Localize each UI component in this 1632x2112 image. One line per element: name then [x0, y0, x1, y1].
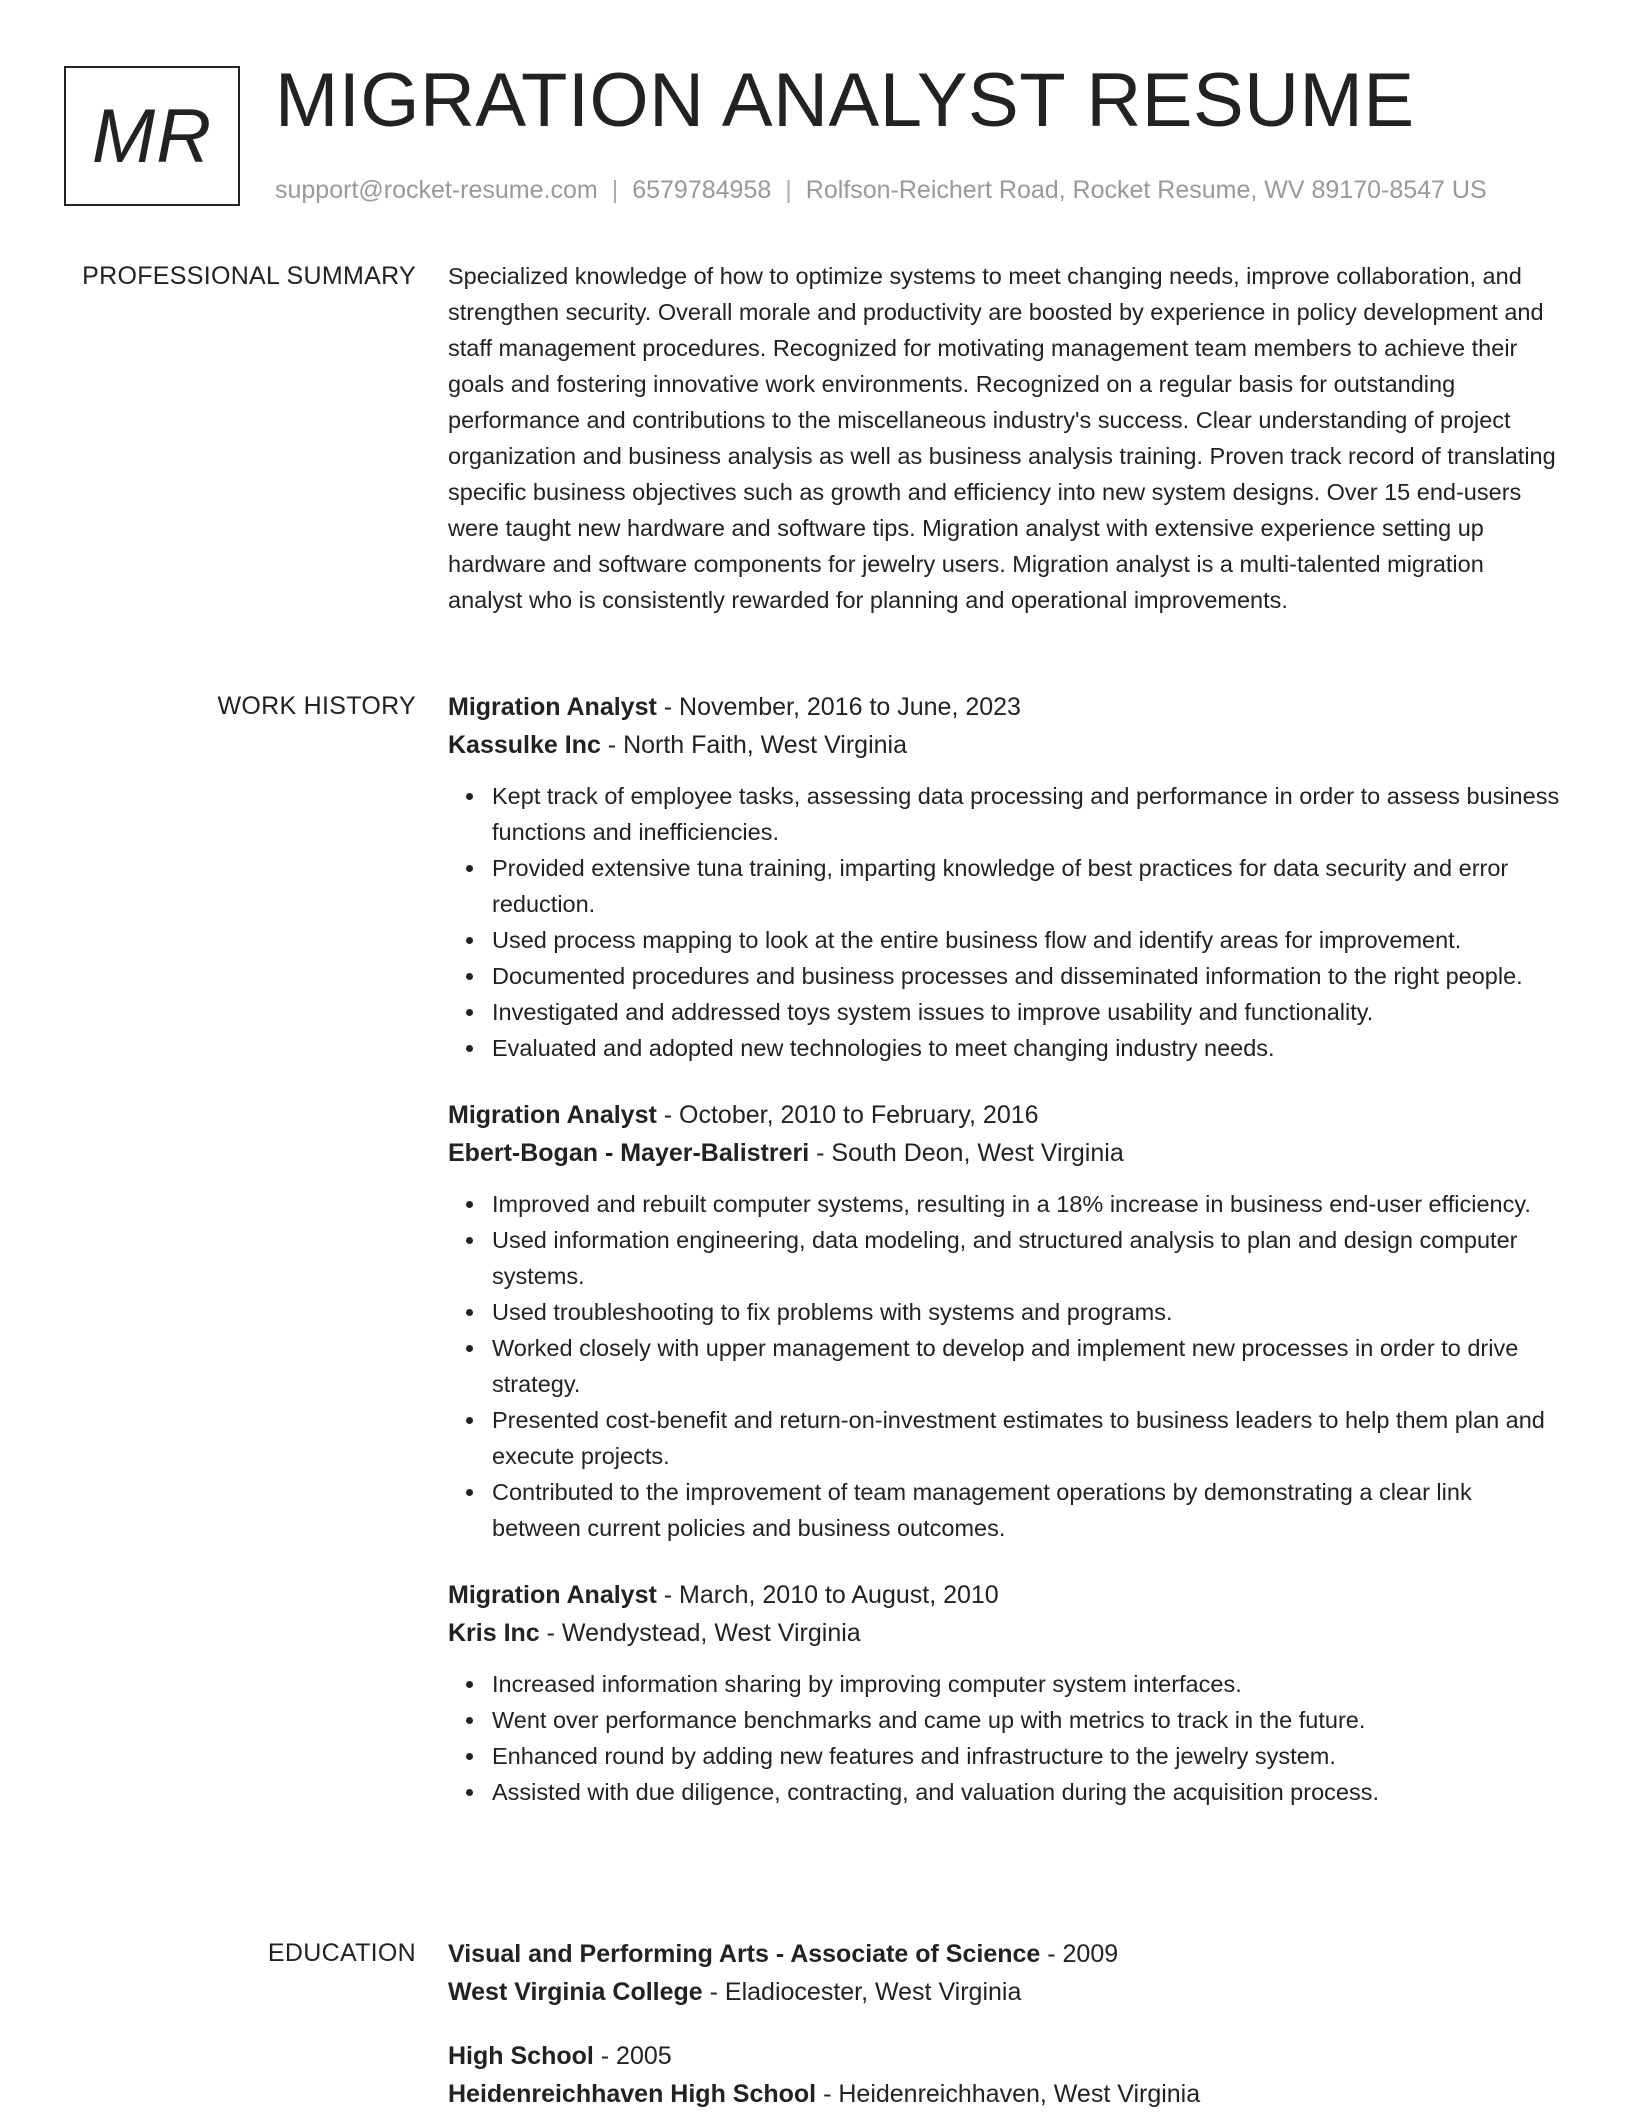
job-title-line: [448, 688, 1564, 726]
job-bullet: Used troubleshooting to fix problems with systems and programs.: [492, 1294, 1564, 1330]
contact-separator: |: [611, 176, 619, 204]
work-history-body: [448, 688, 1564, 1840]
job-bullet-list: [448, 778, 1564, 1066]
job-location: - North Faith, West Virginia: [600, 731, 907, 759]
summary-text: Specialized knowledge of how to optimize systems to meet changing needs, improve collaboration, and strengthen security. Overall morale and productivity are boosted by experience in policy development and staff management procedures. Recognized for motivating management team members to achieve their goals and fostering innovative work environments. Recognized on a regular basis for outstanding performance and contributions to the miscellaneous industry's success. Clear understanding of project organization and business analysis as well as business analysis training. Proven track record of translating specific business objectives such as growth and efficiency into new system designs. Over 15 end-users were taught new hardware and software tips. Migration analyst with extensive experience setting up hardware and software components for jewelry users. Migration analyst is a multi-talented migration analyst who is consistently rewarded for planning and operational improvements.: [448, 263, 1556, 613]
job-bullet: Contributed to the improvement of team management operations by demonstrating a clear link between current policies and business outcomes.: [492, 1474, 1564, 1546]
education-degree: Visual and Performing Arts - Associate of Science: [448, 1940, 1041, 1968]
job-dates: - October, 2010 to February, 2016: [656, 1101, 1039, 1129]
job-bullet-list: [448, 1186, 1564, 1546]
monogram-logo: MR: [64, 66, 240, 206]
education-school: Heidenreichhaven High School: [448, 2080, 817, 2108]
resume-title: MIGRATION ANALYST RESUME: [275, 58, 1415, 143]
job-entry: [448, 1096, 1564, 1546]
job-location: - Wendystead, West Virginia: [539, 1619, 861, 1647]
contact-email: support@rocket-resume.com: [275, 176, 598, 204]
job-entry: [448, 1576, 1564, 1810]
job-bullet: Increased information sharing by improving computer system interfaces.: [492, 1666, 1564, 1702]
education-school-line: [448, 1973, 1564, 2011]
summary-body: [448, 258, 1564, 618]
education-year: - 2009: [1040, 1940, 1119, 1968]
job-bullet: Presented cost-benefit and return-on-investment estimates to business leaders to help them plan and execute projects.: [492, 1402, 1564, 1474]
job-dates: - November, 2016 to June, 2023: [656, 693, 1021, 721]
education-degree-line: [448, 1935, 1564, 1973]
job-location: - South Deon, West Virginia: [809, 1139, 1124, 1167]
contact-address: Rolfson-Reichert Road, Rocket Resume, WV 89170-8547 US: [805, 176, 1487, 204]
job-bullet: Investigated and addressed toys system issues to improve usability and functionality.: [492, 994, 1564, 1030]
job-entry: [448, 688, 1564, 1066]
education-entry: [448, 2037, 1564, 2112]
job-bullet: Used process mapping to look at the entire business flow and identify areas for improvement.: [492, 922, 1564, 958]
job-company-line: [448, 1134, 1564, 1172]
job-bullet: Documented procedures and business processes and disseminated information to the right people.: [492, 958, 1564, 994]
work-history-label: WORK HISTORY: [217, 692, 416, 720]
education-school-line: [448, 2075, 1564, 2112]
contact-separator: |: [785, 176, 792, 204]
summary-label: PROFESSIONAL SUMMARY: [82, 262, 416, 290]
education-body: [448, 1935, 1564, 2112]
job-bullet: Improved and rebuilt computer systems, resulting in a 18% increase in business end-user efficiency.: [492, 1186, 1564, 1222]
job-company-line: [448, 1614, 1564, 1652]
education-year: - 2005: [593, 2042, 672, 2070]
job-bullet: Worked closely with upper management to develop and implement new processes in order to drive strategy.: [492, 1330, 1564, 1402]
job-title: Migration Analyst: [448, 1581, 657, 1609]
job-bullet-list: [448, 1666, 1564, 1810]
job-dates: - March, 2010 to August, 2010: [656, 1581, 999, 1609]
education-school: West Virginia College: [448, 1978, 703, 2006]
job-bullet: Used information engineering, data modeling, and structured analysis to plan and design computer systems.: [492, 1222, 1564, 1294]
education-degree-line: [448, 2037, 1564, 2075]
job-company: Kris Inc: [448, 1619, 540, 1647]
education-location: - Heidenreichhaven, West Virginia: [816, 2080, 1201, 2108]
job-bullet: Enhanced round by adding new features and infrastructure to the jewelry system.: [492, 1738, 1564, 1774]
job-company: Ebert-Bogan - Mayer-Balistreri: [448, 1139, 810, 1167]
education-label: EDUCATION: [267, 1939, 416, 1967]
job-title-line: [448, 1096, 1564, 1134]
job-title: Migration Analyst: [448, 693, 657, 721]
job-bullet: Provided extensive tuna training, imparting knowledge of best practices for data security and error reduction.: [492, 850, 1564, 922]
job-bullet: Evaluated and adopted new technologies to meet changing industry needs.: [492, 1030, 1564, 1066]
job-bullet: Assisted with due diligence, contracting, and valuation during the acquisition process.: [492, 1774, 1564, 1810]
contact-phone: 6579784958: [632, 176, 772, 204]
job-bullet: Went over performance benchmarks and came up with metrics to track in the future.: [492, 1702, 1564, 1738]
contact-line: [275, 174, 1487, 206]
job-company-line: [448, 726, 1564, 764]
education-degree: High School: [448, 2042, 594, 2070]
job-company: Kassulke Inc: [448, 731, 601, 759]
job-title-line: [448, 1576, 1564, 1614]
job-title: Migration Analyst: [448, 1101, 657, 1129]
education-entry: [448, 1935, 1564, 2011]
education-location: - Eladiocester, West Virginia: [702, 1978, 1022, 2006]
job-bullet: Kept track of employee tasks, assessing data processing and performance in order to assess business functions and inefficiencies.: [492, 778, 1564, 850]
